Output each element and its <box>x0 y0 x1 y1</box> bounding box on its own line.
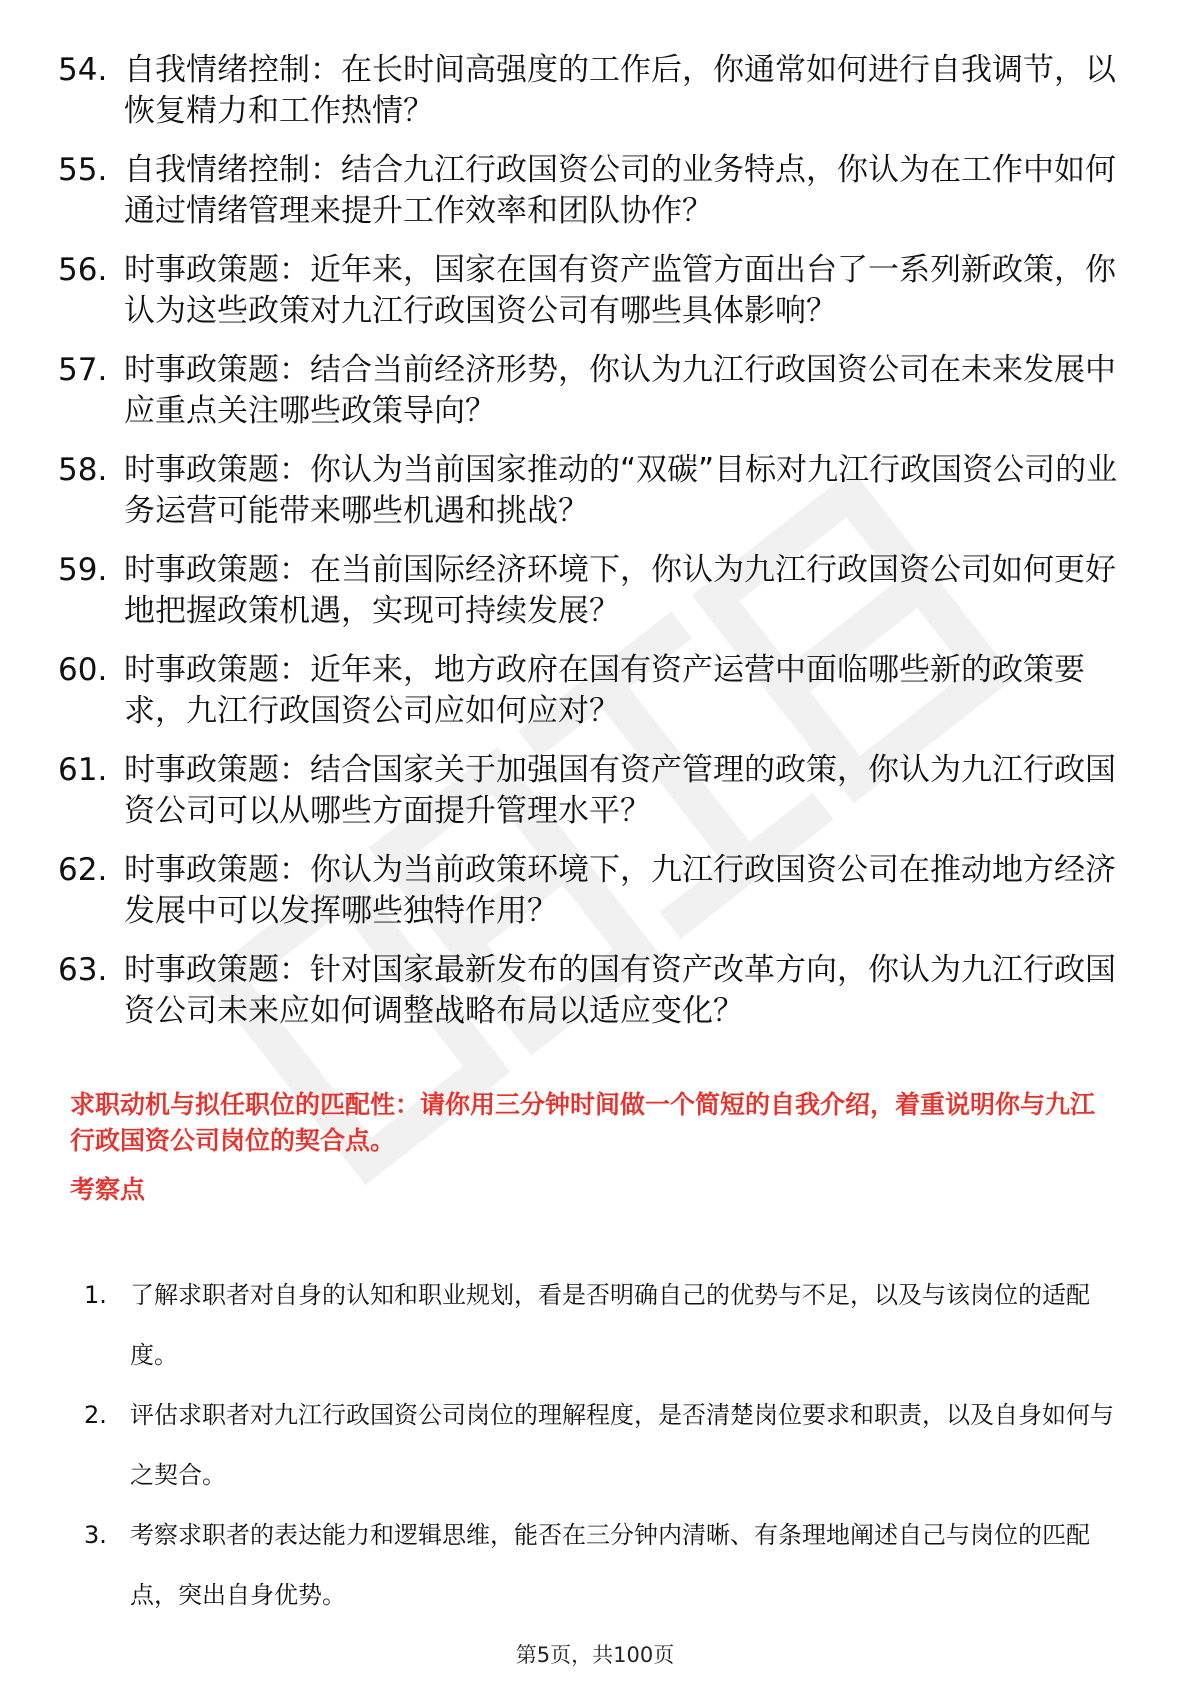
point-text: 考察求职者的表达能力和逻辑思维，能否在三分钟内清晰、有条理地阐述自己与岗位的匹配点，突出自身优势。 <box>130 1521 1090 1609</box>
question-item <box>58 250 1118 332</box>
point-text: 了解求职者对自身的认知和职业规划，看是否明确自己的优势与不足，以及与该岗位的适配度。 <box>130 1281 1090 1369</box>
question-number: 58. <box>58 452 108 488</box>
page-footer: 第5页，共100页 <box>515 1643 675 1667</box>
question-number: 55. <box>58 152 108 188</box>
question-text: 自我情绪控制：结合九江行政国资公司的业务特点，你认为在工作中如何通过情绪管理来提升工作效率和团队协作？ <box>124 152 1116 229</box>
point-number: 2. <box>84 1401 107 1429</box>
question-text: 时事政策题：你认为当前国家推动的“双碳”目标对九江行政国资公司的业务运营可能带来哪些机遇和挑战？ <box>124 452 1118 529</box>
assessment-point <box>84 1265 1119 1385</box>
highlighted-question: 求职动机与拟任职位的匹配性：请你用三分钟时间做一个简短的自我介绍，着重说明你与九江行政国资公司岗位的契合点。 <box>70 1090 1096 1155</box>
question-text: 时事政策题：近年来，国家在国有资产监管方面出台了一系列新政策，你认为这些政策对九江行政国资公司有哪些具体影响？ <box>124 252 1116 329</box>
point-number: 3. <box>84 1521 107 1549</box>
question-number: 56. <box>58 252 108 288</box>
point-text: 评估求职者对九江行政国资公司岗位的理解程度，是否清楚岗位要求和职责，以及自身如何与之契合。 <box>130 1401 1114 1489</box>
question-text: 时事政策题：近年来，地方政府在国有资产运营中面临哪些新的政策要求，九江行政国资公司应如何应对？ <box>124 652 1085 729</box>
question-text: 时事政策题：你认为当前政策环境下，九江行政国资公司在推动地方经济发展中可以发挥哪些独特作用？ <box>124 852 1116 929</box>
question-item <box>58 150 1118 232</box>
question-text: 时事政策题：针对国家最新发布的国有资产改革方向，你认为九江行政国资公司未来应如何调整战略布局以适应变化？ <box>124 952 1116 1029</box>
point-number: 1. <box>84 1281 107 1309</box>
question-text: 时事政策题：结合当前经济形势，你认为九江行政国资公司在未来发展中应重点关注哪些政策导向？ <box>124 352 1116 429</box>
section-heading: 考察点 <box>70 1175 146 1204</box>
question-item <box>58 750 1118 832</box>
question-item <box>58 950 1118 1032</box>
assessment-point <box>84 1385 1119 1505</box>
question-text: 时事政策题：在当前国际经济环境下，你认为九江行政国资公司如何更好地把握政策机遇，实现可持续发展？ <box>124 552 1116 629</box>
assessment-point <box>84 1505 1119 1625</box>
assessment-points-list <box>84 1265 1119 1625</box>
question-number: 62. <box>58 852 108 888</box>
question-number: 59. <box>58 552 108 588</box>
question-item <box>58 550 1118 632</box>
question-text: 自我情绪控制：在长时间高强度的工作后，你通常如何进行自我调节，以恢复精力和工作热情？ <box>124 52 1116 129</box>
question-list <box>58 50 1118 1050</box>
question-text: 时事政策题：结合国家关于加强国有资产管理的政策，你认为九江行政国资公司可以从哪些方面提升管理水平？ <box>124 752 1116 829</box>
question-item <box>58 650 1118 732</box>
question-item <box>58 350 1118 432</box>
question-number: 57. <box>58 352 108 388</box>
question-item <box>58 50 1118 132</box>
question-number: 61. <box>58 752 108 788</box>
question-item <box>58 850 1118 932</box>
question-number: 63. <box>58 952 108 988</box>
question-number: 54. <box>58 52 108 88</box>
question-item <box>58 450 1118 532</box>
question-number: 60. <box>58 652 108 688</box>
